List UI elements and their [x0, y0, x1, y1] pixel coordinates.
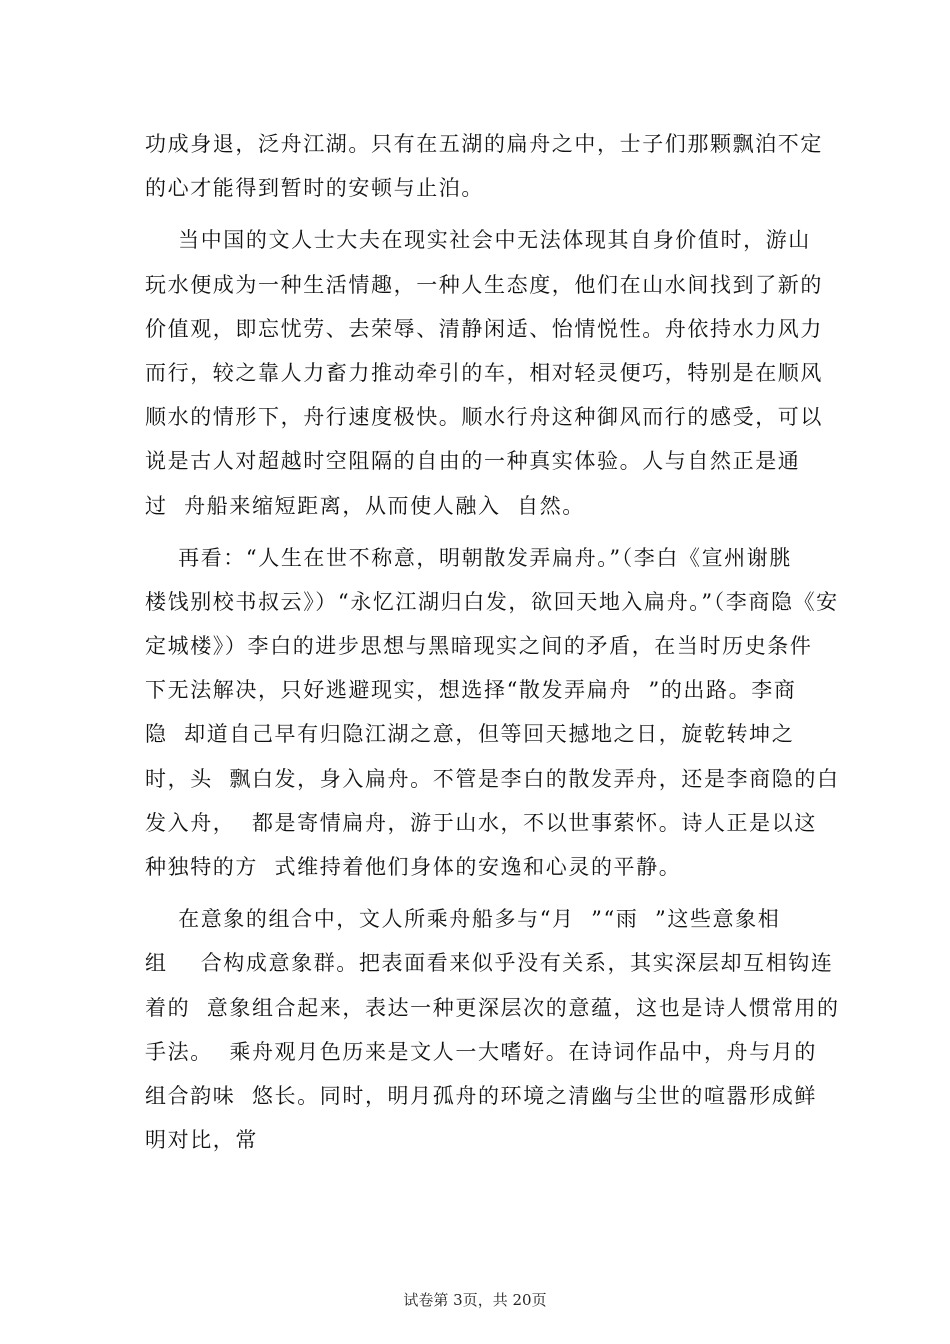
- document-body: [145, 122, 840, 1162]
- text-line: 组 合构成意象群。把表面看来似乎没有关系，其实深层却互相钩连: [145, 951, 834, 976]
- text-line: 楼饯别校书叔云》）“永忆江湖归白发，欲回天地入扁舟。”（李商隐《安: [145, 589, 839, 614]
- text-line: 说是古人对超越时空阻隔的自由的一种真实体验。人与自然正是通: [145, 449, 801, 474]
- paragraph-gap: [145, 528, 820, 536]
- paragraph-4: [145, 897, 840, 1162]
- text-line: 着的 意象组合起来，表达一种更深层次的意蕴，这也是诗人惯常用的: [145, 995, 840, 1020]
- text-line: 再看：“人生在世不称意，明朝散发弄扁舟。”（李白《宣州谢朓: [145, 545, 792, 570]
- text-line: 手法。 乘舟观月色历来是文人一大嗜好。在诗词作品中，舟与月的: [145, 1039, 817, 1064]
- text-line: 价值观，即忘忧劳、去荣辱、清静闲适、怡情悦性。舟依持水力风力: [145, 316, 823, 341]
- text-line: 明对比，常: [145, 1128, 258, 1153]
- paragraph-3: [145, 536, 840, 890]
- paragraph-gap: [145, 210, 820, 218]
- text-line: 玩水便成为一种生活情趣，一种人生态度，他们在山水间找到了新的: [145, 272, 823, 297]
- text-line: 而行，较之靠人力畜力推动牵引的车，相对轻灵便巧，特别是在顺风: [145, 360, 823, 385]
- text-line: 过 舟船来缩短距离，从而使人融入 自然。: [145, 493, 585, 518]
- text-line: 定城楼》）李白的进步思想与黑暗现实之间的矛盾，在当时历史条件: [145, 634, 813, 659]
- paragraph-gap: [145, 889, 820, 897]
- text-line: 下无法解决，只好逃避现实，想选择“散发弄扁舟 ”的出路。李商: [145, 678, 797, 703]
- text-line: 的心才能得到暂时的安顿与止泊。: [145, 176, 484, 201]
- page-footer: 试卷第 3页，共 20页: [403, 1291, 547, 1309]
- text-line: 组合韵味 悠长。同时，明月孤舟的环境之清幽与尘世的喧嚣形成鲜: [145, 1083, 817, 1108]
- text-line: 功成身退，泛舟江湖。只有在五湖的扁舟之中，士子们那颗飘泊不定: [145, 132, 823, 156]
- text-line: 发入舟， 都是寄情扁舟，游于山水，不以世事萦怀。诗人正是以这: [145, 810, 817, 835]
- text-line: 顺水的情形下，舟行速度极快。顺水行舟这种御风而行的感受，可以: [145, 405, 823, 430]
- text-line: 种独特的方 式维持着他们身体的安逸和心灵的平静。: [145, 855, 682, 879]
- paragraph-2: [145, 218, 823, 527]
- text-line: 时，头 飘白发，身入扁舟。不管是李白的散发弄舟，还是李商隐的白: [145, 766, 840, 791]
- paragraph-1: [145, 122, 823, 210]
- text-line: 隐 却道自己早有归隐江湖之意，但等回天撼地之日，旋乾转坤之: [145, 722, 795, 747]
- text-line: 在意象的组合中，文人所乘舟船多与“月 ”“雨 ”这些意象相: [145, 907, 781, 932]
- text-line: 当中国的文人士大夫在现实社会中无法体现其自身价值时，游山: [145, 228, 811, 253]
